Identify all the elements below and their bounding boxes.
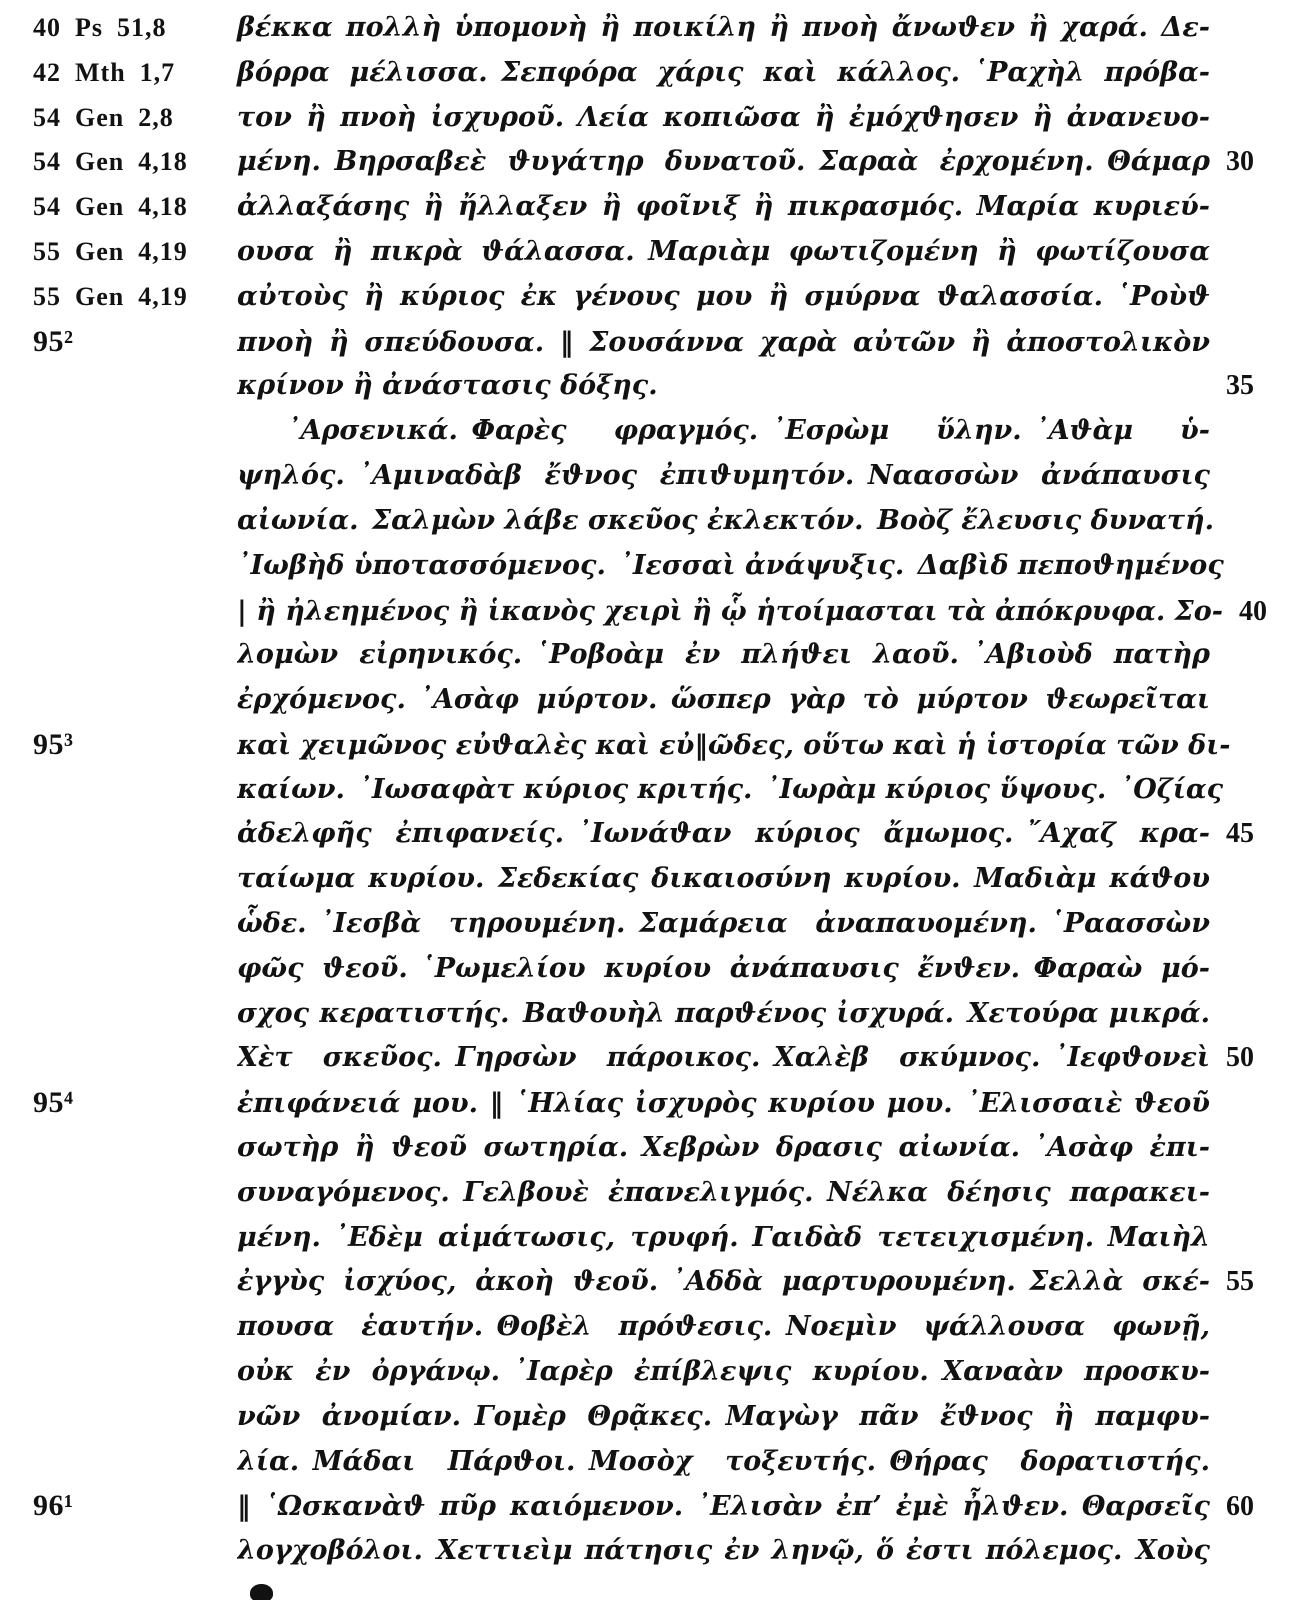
greek-text-line: ψηλός. ᾿Αμιναδὰβ ἔϑνος ἐπιϑυμητόν. Ναασσὼν ἀνάπαυσις [237, 459, 1210, 491]
greek-text-line: βέκκα πολλὴ ὑπομονὴ ἢ ποικίλη ἢ πνοὴ ἄνωϑεν ἢ χαρά. Δε- [237, 12, 1210, 43]
margin-line-number: 50 [1226, 1042, 1254, 1074]
greek-text-line: ἀδελφῆς ἐπιφανείς. ᾿Ιωνάϑαν κύριος ἄμωμος. ῎Αχαζ κρα- [237, 818, 1210, 850]
greek-text-line: ἐπιφάνειά μου. ‖ ῾Ηλίας ἰσχυρὸς κυρίου μου. ᾿Ελισσαιὲ ϑεοῦ [237, 1088, 1210, 1120]
margin-source-reference: 54 Gen 4,18 [33, 147, 188, 177]
greek-text-line: ἐγγὺς ἰσχύος, ἀκοὴ ϑεοῦ. ᾿Αδδὰ μαρτυρουμένη. Σελλὰ σκέ- [237, 1266, 1210, 1298]
greek-text-line: πουσα ἑαυτήν. Θοβὲλ πρόϑεσις. Νοεμὶν ψάλλουσα φωνῇ, [237, 1311, 1210, 1343]
greek-text-line: λία. Μάδαι Πάρϑοι. Μοσὸχ τοξευτής. Θήρας δορατιστής. [237, 1445, 1210, 1477]
greek-text-line: ουσα ἢ πικρὰ ϑάλασσα. Μαριὰμ φωτιζομένη ἢ φωτίζουσα [237, 235, 1210, 267]
greek-text-line: μένη. ᾿Εδὲμ αἱμάτωσις, τρυφή. Γαιδὰδ τετειχισμένη. Μαιὴλ [237, 1221, 1210, 1253]
page-line [0, 51, 1308, 96]
greek-text-line: φῶς ϑεοῦ. ῾Ρωμελίου κυρίου ἀνάπαυσις ἔνϑεν. Φαραὼ μό- [237, 952, 1210, 984]
greek-text-line: πνοὴ ἢ σπεύδουσα. ‖ Σουσάννα χαρὰ αὐτῶν ἢ ἀποστολικὸν [237, 326, 1210, 358]
greek-text-line: συναγόμενος. Γελβουὲ ἐπανελιγμός. Νέλκα δέησις παρακει- [237, 1176, 1210, 1208]
margin-line-number: 55 [1226, 1266, 1254, 1298]
margin-line-number: 60 [1226, 1491, 1254, 1523]
margin-line-number: 40 [1238, 596, 1267, 628]
margin-line-number: 35 [1226, 370, 1254, 402]
margin-page-number: 95² [33, 320, 237, 1600]
greek-text-line: Χὲτ σκεῦος. Γηρσὼν πάροικος. Χαλὲβ σκύμνος. ᾿Ιεφϑονεὶ [237, 1042, 1210, 1074]
page-line [0, 96, 1308, 141]
margin-source-reference: 40 Ps 51,8 [33, 13, 167, 42]
page-line [0, 185, 1308, 230]
page-line [0, 320, 1308, 365]
greek-text-line: ταίωμα κυρίου. Σεδεκίας δικαιοσύνη κυρίου. Μαδιὰμ κάϑου [237, 863, 1210, 895]
greek-text-line: λομὼν εἰρηνικός. ῾Ροβοὰμ ἐν πλήϑει λαοῦ. ᾿Αβιοὺδ πατὴρ [237, 639, 1210, 671]
margin-line-number: 30 [1226, 146, 1254, 178]
greek-text-line: οὐκ ἐν ὀργάνῳ. ᾿Ιαρὲρ ἐπίβλεψις κυρίου. Χαναὰν προσκυ- [237, 1355, 1210, 1387]
greek-text-line: ᾿Αρσενικά. Φαρὲς φραγμός. ᾿Εσρὼμ ὕλην. ᾿Αϑὰμ ὑ- [287, 415, 1210, 447]
margin-line-number: 45 [1226, 818, 1254, 850]
page-line [0, 275, 1308, 320]
page-line [0, 1081, 1308, 1126]
greek-text-line: ᾿Ιωβὴδ ὑποτασσόμενος. ᾿Ιεσσαὶ ἀνάψυξις. Δαβὶδ πεποϑημένος [237, 549, 1224, 581]
margin-source-reference: 55 Gen 4,19 [33, 236, 188, 266]
greek-text-line: νῶν ἀνομίαν. Γομὲρ Θρᾷκες. Μαγὼγ πᾶν ἔϑνος ἢ παμφυ- [237, 1400, 1210, 1432]
margin-source-reference: 54 Gen 2,8 [33, 102, 174, 132]
margin-page-number: 96¹ [33, 1484, 237, 1600]
greek-text-line: λογχοβόλοι. Χεττιεὶμ πάτησις ἐν ληνῷ, ὅ ἐστι πόλεμος. Χοὺς [237, 1535, 1210, 1567]
greek-text-line: | ἢ ἠλεημένος ἢ ἱκανὸς χειρὶ ἢ ᾧ ἡτοίμασται τὰ ἀπόκρυφα. Σο- [237, 596, 1223, 628]
greek-text-line: μένη. Βηρσαβεὲ ϑυγάτηρ δυνατοῦ. Σαραὰ ἐρχομένη. Θάμαρ [237, 146, 1210, 178]
greek-text-line: τον ἢ πνοὴ ἰσχυροῦ. Λεία κοπιῶσα ἢ ἐμόχϑησεν ἢ ἀνανευο- [237, 101, 1210, 133]
greek-text-line: ἐρχόμενος. ᾿Ασὰφ μύρτον. ὥσπερ γὰρ τὸ μύρτον ϑεωρεῖται [237, 683, 1210, 715]
page-line [0, 230, 1308, 275]
margin-page-number: 95³ [33, 723, 237, 1600]
greek-text-line: ὧδε. ᾿Ιεσβὰ τηρουμένη. Σαμάρεια ἀναπαυομένη. ῾Ραασσὼν [237, 907, 1210, 939]
greek-text-line: σχος κερατιστής. Βαϑουὴλ παρϑένος ἰσχυρά. Χετούρα μικρά. [237, 997, 1210, 1029]
greek-text-line: αὐτοὺς ἢ κύριος ἐκ γένους μου ἢ σμύρνα ϑαλασσία. ῾Ροὺϑ [237, 280, 1210, 312]
greek-text-line: αἰωνία. Σαλμὼν λάβε σκεῦος ἐκλεκτόν. Βοὸζ ἔλευσις δυνατή. [237, 504, 1215, 536]
greek-text-line: καίων. ᾿Ιωσαφὰτ κύριος κριτής. ᾿Ιωρὰμ κύριος ὕψους. ᾿Οζίας [237, 773, 1224, 805]
greek-text-line: κρίνον ἢ ἀνάστασις δόξης. [237, 370, 658, 402]
margin-source-reference: 55 Gen 4,19 [33, 281, 188, 311]
page-line [0, 1484, 1308, 1529]
page-line [0, 6, 1308, 51]
text-block [0, 6, 1308, 1574]
margin-source-reference: 42 Mth 1,7 [33, 57, 176, 87]
partial-letter-next-line [250, 1584, 273, 1600]
page-line [0, 723, 1308, 768]
greek-text-line: σωτὴρ ἢ ϑεοῦ σωτηρία. Χεβρὼν δρασις αἰωνία. ᾿Ασὰφ ἐπι- [237, 1131, 1210, 1163]
greek-text-line: καὶ χειμῶνος εὐϑαλὲς καὶ εὐ‖ῶδες, οὕτω καὶ ἡ ἱστορία τῶν δι- [237, 729, 1231, 761]
margin-source-reference: 54 Gen 4,18 [33, 192, 188, 222]
greek-text-line: ‖ ῾Ωσκανὰϑ πῦρ καιόμενον. ᾿Ελισὰν ἐπ’ ἐμὲ ἦλϑεν. Θαρσεῖς [237, 1491, 1210, 1523]
greek-text-line: ἀλλαξάσης ἢ ἤλλαξεν ἢ φοῖνιξ ἢ πικρασμός. Μαρία κυριεύ- [237, 191, 1210, 223]
greek-text-line: βόρρα μέλισσα. Σεπφόρα χάρις καὶ κάλλος. ῾Ραχὴλ πρόβα- [237, 56, 1210, 88]
page-line [0, 140, 1308, 185]
margin-page-number: 95⁴ [33, 1081, 237, 1600]
